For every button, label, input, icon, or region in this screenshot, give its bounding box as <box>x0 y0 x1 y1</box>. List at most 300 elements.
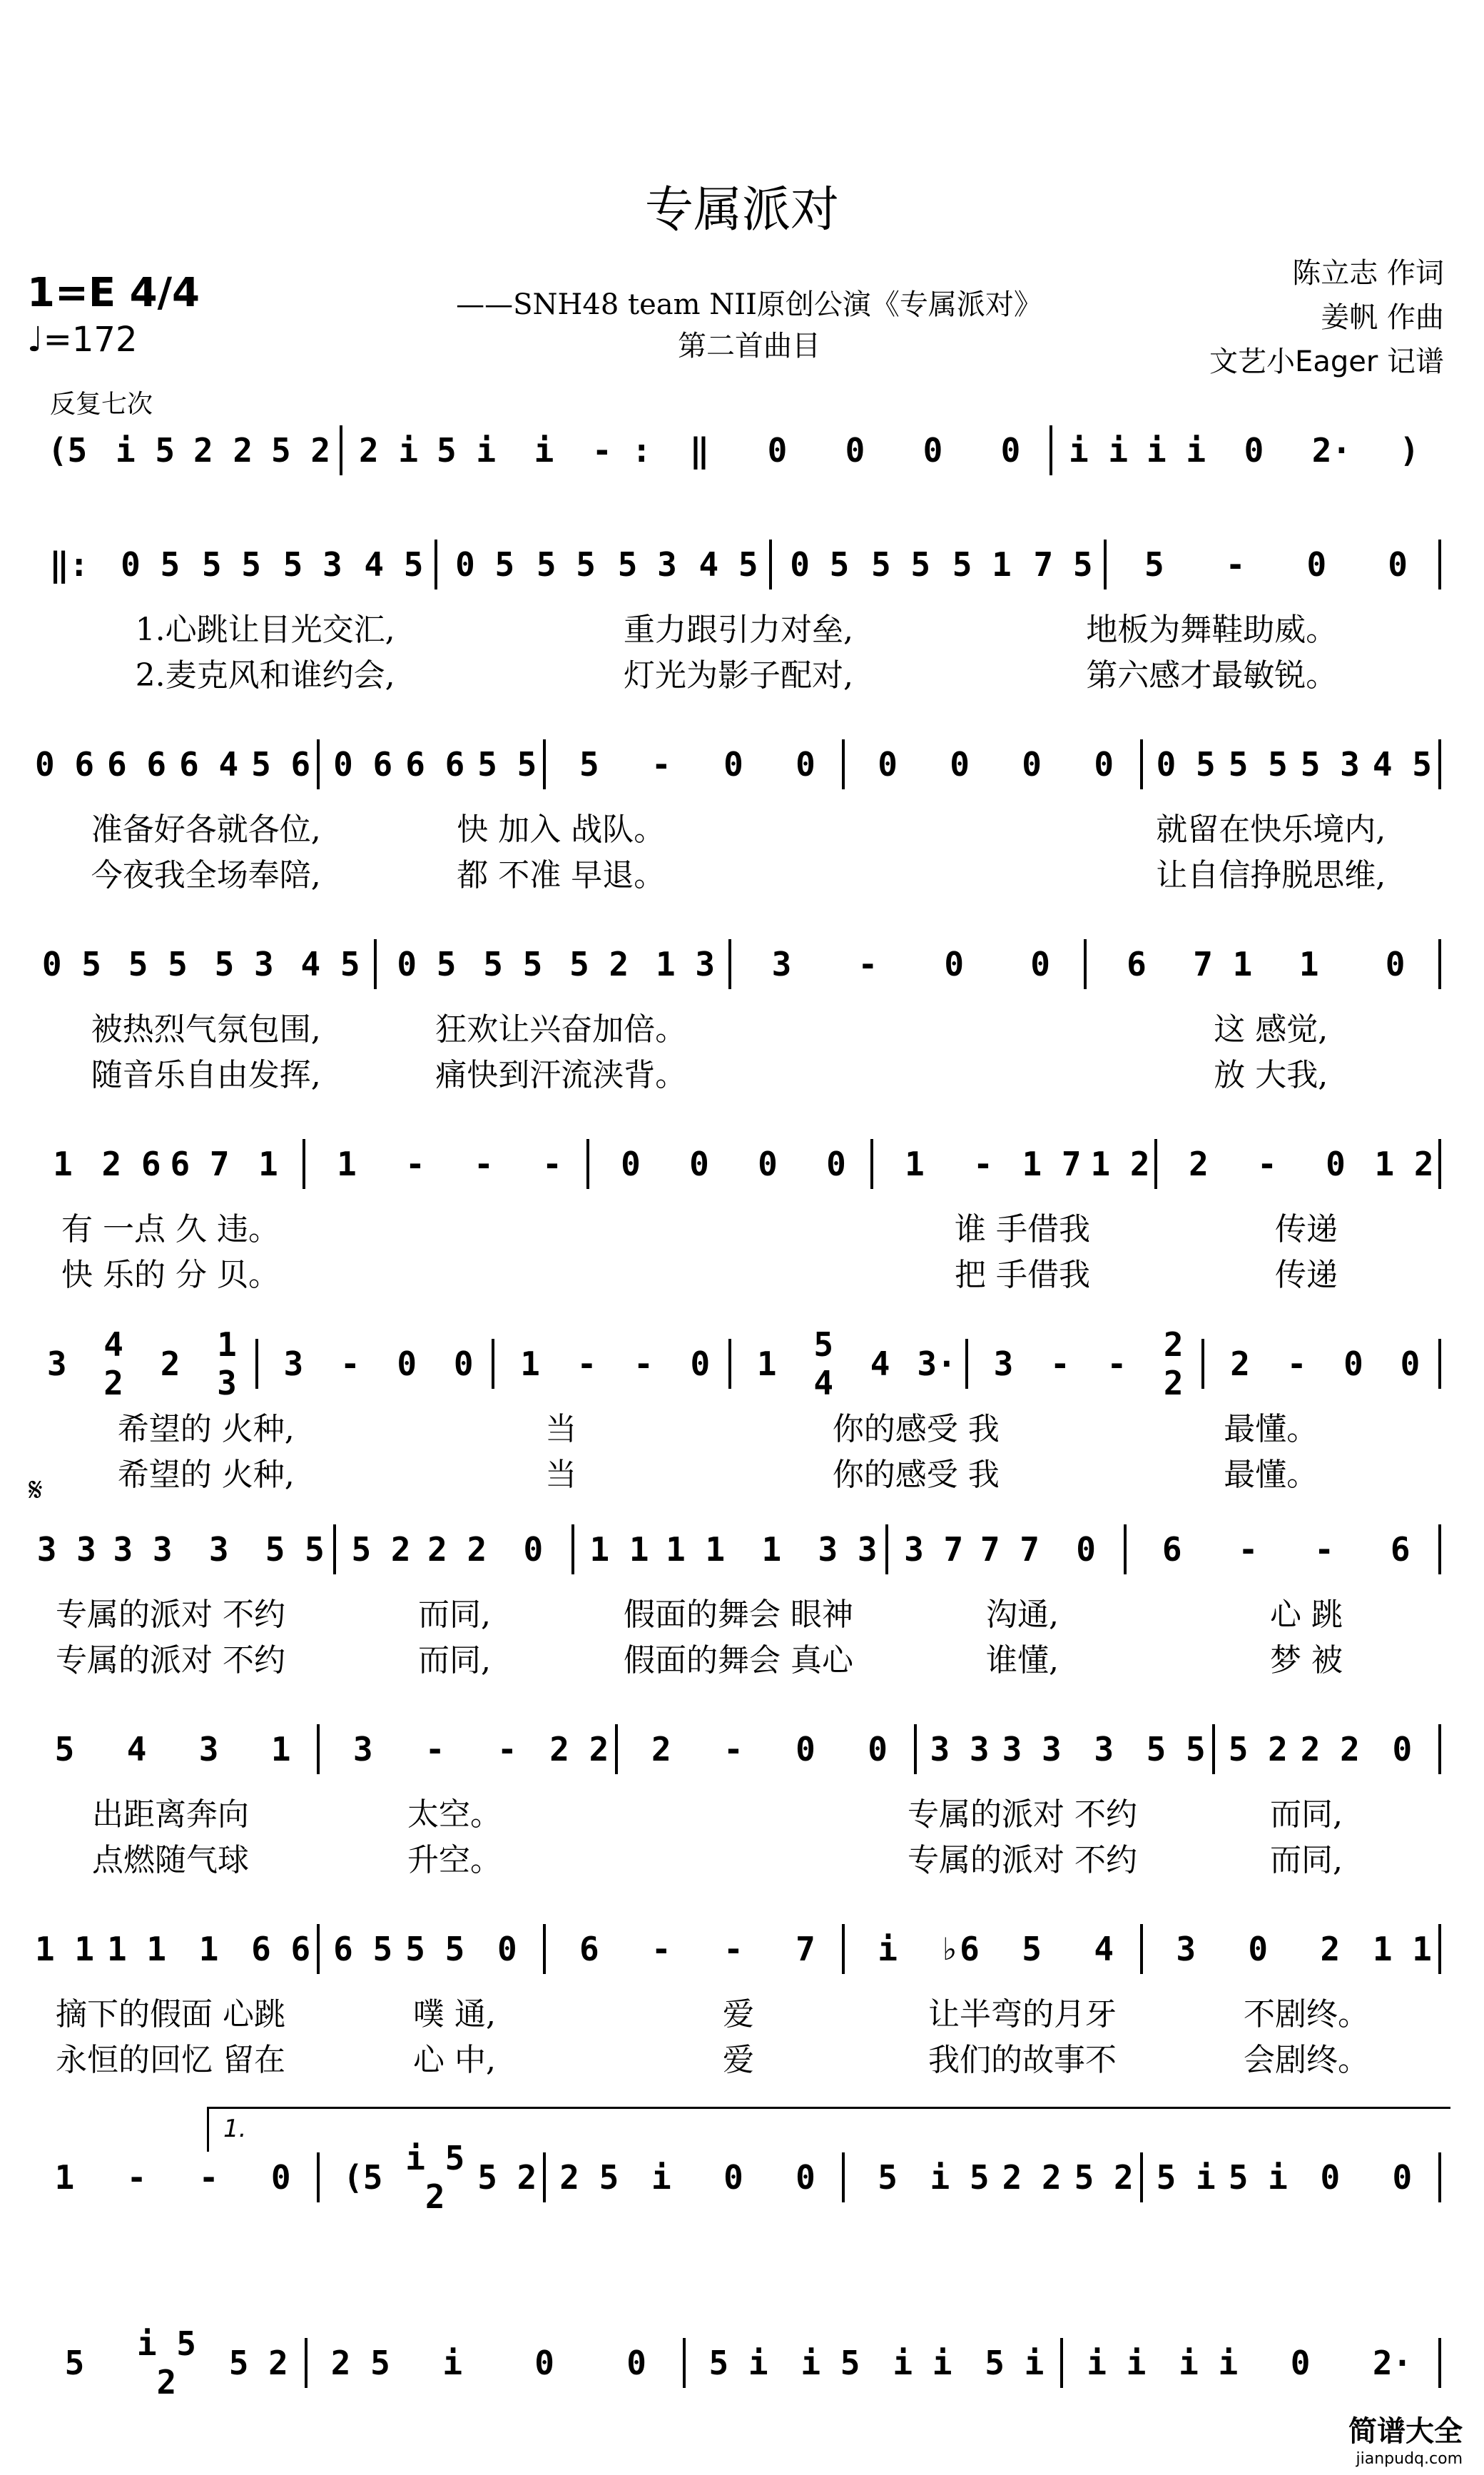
lyric-phrase: 爱 <box>723 2042 754 2078</box>
note-group: 3 3 <box>818 1530 878 1569</box>
note-group: 1 3 <box>217 1325 237 1402</box>
note-group: 0 5 <box>455 545 515 584</box>
barline <box>1438 1924 1448 1974</box>
note-group: i i <box>1146 431 1206 470</box>
barline <box>728 939 738 989</box>
note-group: 2 6 <box>101 1145 161 1183</box>
notes-row <box>29 1520 1448 1579</box>
lyric-phrase: 永恒的回忆 留在 <box>56 2042 285 2078</box>
note-group: 2 i <box>358 431 419 470</box>
note-group: - <box>576 1345 597 1383</box>
note-group: 2 5 <box>559 2158 619 2197</box>
note-group: - <box>340 1345 360 1383</box>
lyric-phrase: 你的感受 我 <box>832 1457 1000 1493</box>
lyric-phrase: 传递 <box>1275 1211 1338 1247</box>
note-group: 0 <box>950 745 970 784</box>
barline <box>1050 425 1059 475</box>
note-group: (5 <box>47 431 88 470</box>
note-group: 3 <box>283 1345 304 1383</box>
lyric-phrase: 地板为舞鞋助威。 <box>1086 612 1338 648</box>
watermark-url: jianpudq.com <box>1356 2450 1463 2468</box>
repeat-note: 反复七次 <box>50 390 153 419</box>
note-group: 6 <box>579 1930 599 1968</box>
note-group: 0 <box>626 2344 646 2382</box>
lyric-phrase <box>312 1203 596 1243</box>
note-group: 1 <box>258 1145 278 1183</box>
note-group: 3 3 <box>1002 1730 1062 1768</box>
note-group: 5 5 <box>1146 1730 1206 1768</box>
lyrics-verse-1 <box>29 1788 1448 1833</box>
note-group: 0 <box>690 1345 711 1383</box>
note-group: 0 5 <box>41 945 101 983</box>
note-group: i 5 <box>930 2158 990 2197</box>
note-group: 5 5 <box>405 1930 465 1968</box>
note-group: - <box>198 2158 219 2197</box>
note-group: 1 3 <box>656 945 716 983</box>
note-group: 0 <box>1094 745 1114 784</box>
barline <box>1438 1139 1448 1189</box>
note-group: 5 2 <box>270 431 331 470</box>
note-group: 4 5 <box>364 545 424 584</box>
lyrics-verse-2 <box>29 1049 1448 1093</box>
lyric-phrase: 最懂。 <box>1224 1411 1318 1447</box>
note-group: 0 <box>944 945 965 983</box>
barline <box>317 1924 327 1974</box>
lyric-phrase: 谁懂, <box>986 1642 1059 1679</box>
note-group: 0 5 <box>397 945 457 983</box>
lyric-phrase: 而同, <box>418 1596 491 1633</box>
note-group: - <box>1050 1345 1070 1383</box>
subtitle <box>357 284 1142 367</box>
note-group: 6 6 <box>251 1930 311 1968</box>
notes-row <box>29 1135 1448 1193</box>
barline <box>870 1139 880 1189</box>
lyric-phrase <box>312 1249 596 1289</box>
lyric-phrase: 1.心跳让目光交汇, <box>135 612 395 648</box>
lyric-phrase: 假面的舞会 真心 <box>624 1642 853 1679</box>
note-group: - <box>634 1345 654 1383</box>
barline <box>255 1339 265 1389</box>
note-group: 5 3 <box>1300 745 1360 784</box>
note-group: 2 <box>1230 1345 1250 1383</box>
note-group: - <box>1107 1345 1127 1383</box>
lyric-phrase: 灯光为影子配对, <box>623 657 853 694</box>
note-group: 2 2 <box>427 1530 487 1569</box>
note-group: 5 5 <box>201 545 261 584</box>
note-group: 7 <box>796 1930 815 1968</box>
lyric-phrase <box>738 1003 1094 1043</box>
note-group: 0 <box>497 1930 517 1968</box>
lyric-phrase: 心 中, <box>413 2042 496 2078</box>
page-title: 专属派对 <box>644 182 839 238</box>
note-group: 5 2 <box>228 2344 288 2382</box>
notes-row <box>29 2139 1448 2216</box>
note-group: 5 3 <box>617 545 677 584</box>
note-group: 0 <box>796 2158 815 2197</box>
note-group: 5 5 <box>1228 745 1288 784</box>
note-group: 3 7 <box>904 1530 964 1569</box>
note-group: 0 <box>397 1345 417 1383</box>
note-group: 2· <box>1372 2344 1413 2382</box>
note-group: i i <box>1068 431 1129 470</box>
lyric-phrase: 重力跟引力对垒, <box>623 612 853 648</box>
lyrics-verse-1 <box>29 1203 1448 1247</box>
note-group: 0 <box>758 1145 778 1183</box>
lyric-phrase: 快 加入 战队。 <box>457 811 666 848</box>
note-group: 1 <box>1298 945 1319 983</box>
note-group: 3 <box>46 1345 67 1383</box>
barline <box>305 2338 315 2388</box>
note-group: 4 <box>870 1345 890 1383</box>
note-group: 4 <box>1094 1930 1114 1968</box>
barline <box>1438 739 1448 789</box>
barline <box>1438 540 1448 589</box>
note-group: i <box>442 2344 463 2382</box>
lyrics-verse-2 <box>29 1834 1448 1878</box>
lyric-phrase: 会剧终。 <box>1244 2042 1369 2078</box>
barline <box>1438 1724 1448 1774</box>
note-group: - <box>497 1730 517 1768</box>
note-group: i 5 <box>115 431 176 470</box>
lyric-phrase <box>738 849 1094 889</box>
lyric-phrase: 心 跳 <box>1270 1596 1343 1633</box>
note-group: 3 <box>208 1530 229 1569</box>
note-group: - <box>1238 1530 1259 1569</box>
note-group: 0 <box>1306 545 1327 584</box>
note-group: 2 2 <box>1300 1730 1360 1768</box>
note-group: 5 2 <box>569 945 629 983</box>
lyric-phrase: 当 <box>545 1411 577 1447</box>
note-group: 5 <box>1144 545 1164 584</box>
note-group: 1 2 <box>1090 1145 1150 1183</box>
barline <box>728 1339 738 1389</box>
note-group: - <box>425 1730 445 1768</box>
note-group: 0 <box>1343 1345 1363 1383</box>
note-group: 5 6 <box>251 745 311 784</box>
note-group: 0 <box>796 745 815 784</box>
lyrics-verse-2 <box>29 649 1448 694</box>
barline <box>1438 1339 1448 1389</box>
note-group: - <box>1286 1345 1307 1383</box>
note-group: 3 3 <box>930 1730 990 1768</box>
lyricist: 陈立志 作词 <box>1292 257 1444 290</box>
note-group: 0 <box>1392 2158 1413 2197</box>
note-group: 0 <box>270 2158 291 2197</box>
lyric-phrase: 专属的派对 不约 <box>908 1842 1137 1878</box>
note-group: - <box>405 1145 425 1183</box>
note-group: 2 <box>160 1345 181 1383</box>
notes-row <box>29 935 1448 993</box>
note-group: 5 1 <box>952 545 1012 584</box>
note-group: i <box>651 2158 671 2197</box>
note-group: 1 <box>337 1145 357 1183</box>
lyrics-verse-2 <box>29 2034 1448 2078</box>
note-group: 0 <box>1022 745 1042 784</box>
lyric-phrase: 专属的派对 不约 <box>56 1642 285 1679</box>
note-group: ) <box>1399 431 1420 470</box>
lyric-phrase: 出距离奔向 <box>92 1796 249 1833</box>
note-group: 1 7 <box>1022 1145 1082 1183</box>
barline <box>586 1139 596 1189</box>
note-group: 0 <box>826 1145 846 1183</box>
barline <box>543 2152 553 2202</box>
note-group: 1 <box>53 1145 73 1183</box>
lyric-phrase: 都 不准 早退。 <box>457 857 666 894</box>
note-group: 1 2 <box>1374 1145 1434 1183</box>
note-group: 3 <box>198 1730 219 1768</box>
subtitle-line-1: ——SNH48 team NII原创公演《专属派对》 <box>456 288 1042 321</box>
volta-bracket <box>207 2107 1450 2152</box>
lyrics-verse-1 <box>29 1403 1448 1447</box>
note-group: 4 <box>126 1730 147 1768</box>
note-group: 1 1 <box>666 1530 726 1569</box>
note-group: 2 2 <box>549 1730 609 1768</box>
note-group: i i <box>893 2344 952 2382</box>
note-group: 5 i <box>985 2344 1045 2382</box>
note-group: 0 <box>523 1530 544 1569</box>
note-group: 5 <box>579 745 599 784</box>
lyric-phrase: 谁 手借我 <box>955 1211 1090 1247</box>
note-group: 5 <box>54 1730 75 1768</box>
lyric-phrase: 当 <box>545 1457 577 1493</box>
note-group: 6 7 <box>170 1145 230 1183</box>
barline <box>1438 939 1448 989</box>
notes-row <box>29 735 1448 794</box>
barline <box>1104 540 1114 589</box>
note-group: - <box>542 1145 562 1183</box>
lyric-phrase: 让自信挣脱思维, <box>1156 857 1386 894</box>
notes-row <box>29 421 1448 480</box>
lyrics-verse-1 <box>29 604 1448 648</box>
barline <box>317 739 327 789</box>
transcriber: 文艺小Eager 记谱 <box>1209 345 1444 378</box>
note-group: 3 3 <box>36 1530 96 1569</box>
note-group: 5 3 <box>283 545 342 584</box>
note-group: 1 <box>756 1345 777 1383</box>
lyrics-verse-2 <box>29 1634 1448 1679</box>
barline <box>1212 1724 1222 1774</box>
barline <box>1154 1139 1164 1189</box>
barline <box>303 1139 312 1189</box>
lyric-phrase: 梦 被 <box>1270 1642 1343 1679</box>
note-group: 5 4 <box>813 1325 834 1402</box>
lyric-phrase: 第六感才最敏锐。 <box>1086 657 1338 694</box>
note-group: - <box>651 745 671 784</box>
note-group: 1 <box>761 1530 782 1569</box>
note-group: 6 <box>1162 1530 1182 1569</box>
lyric-phrase: 准备好各就各位, <box>91 811 321 848</box>
note-group: 1 <box>54 2158 75 2197</box>
note-group: 5 2 <box>1228 1730 1288 1768</box>
lyric-phrase: 让半弯的月牙 <box>928 1996 1117 2033</box>
subtitle-line-2: 第二首曲目 <box>678 330 820 363</box>
note-group: i i <box>1179 2344 1239 2382</box>
notes-row <box>29 2324 1448 2401</box>
note-group: 6 5 <box>333 1930 393 1968</box>
note-group: 1 <box>905 1145 925 1183</box>
note-group: 7 7 <box>980 1530 1040 1569</box>
lyric-phrase: 摘下的假面 心跳 <box>56 1996 285 2033</box>
barline <box>1140 739 1150 789</box>
note-group: 1 1 <box>34 1930 95 1968</box>
lyric-phrase: 假面的舞会 眼神 <box>624 1596 853 1633</box>
lyrics-verse-2 <box>29 849 1448 894</box>
note-group: 7 1 <box>1193 945 1253 983</box>
volta-label: 1. <box>223 2115 247 2143</box>
note-group: 2 2 <box>1002 2158 1062 2197</box>
note-group: 0 <box>868 1730 888 1768</box>
note-group: i 5 2 <box>405 2139 465 2216</box>
lyric-phrase <box>738 804 1094 844</box>
barline <box>374 939 384 989</box>
note-group: 0 <box>1076 1530 1096 1569</box>
lyric-phrase: 太空。 <box>407 1796 502 1833</box>
note-group: 0 <box>621 1145 641 1183</box>
barline <box>492 1339 502 1389</box>
notes-row <box>29 1325 1448 1402</box>
lyric-phrase: 而同, <box>1270 1842 1343 1878</box>
barline <box>885 1524 895 1574</box>
segno-sign: 𝄋 <box>29 1470 43 1509</box>
note-group: 0 <box>1000 431 1021 470</box>
lyric-phrase: 2.麦克风和谁约会, <box>135 657 395 694</box>
composer: 姜帆 作曲 <box>1321 301 1444 334</box>
note-group: 0 <box>1244 431 1264 470</box>
barline <box>1201 1339 1211 1389</box>
barline <box>1124 1524 1134 1574</box>
note-group: 6 <box>1390 1530 1411 1569</box>
lyric-phrase: 而同, <box>1270 1796 1343 1833</box>
barline <box>615 1724 625 1774</box>
lyric-phrase: 你的感受 我 <box>832 1411 1000 1447</box>
note-group: 5 5 <box>477 745 537 784</box>
lyrics-verse-2 <box>29 1449 1448 1493</box>
note-group: 2 5 <box>330 2344 390 2382</box>
note-group: 6 6 <box>405 745 465 784</box>
note-group: 3 <box>993 1345 1014 1383</box>
note-group: i <box>878 1930 898 1968</box>
note-group: 5 2 <box>1074 2158 1134 2197</box>
barline <box>543 739 553 789</box>
note-group: i <box>534 431 554 470</box>
barline <box>543 1924 553 1974</box>
barline <box>965 1339 975 1389</box>
note-group: 3 <box>1176 1930 1196 1968</box>
lyric-phrase: 有 一点 久 违。 <box>61 1211 280 1247</box>
note-group: 1 <box>520 1345 540 1383</box>
note-group: 0 5 <box>121 545 181 584</box>
lyric-phrase: 沟通, <box>986 1596 1059 1633</box>
lyric-phrase: 爱 <box>723 1996 754 2033</box>
note-group: 2 2 <box>193 431 253 470</box>
lyric-phrase: 传递 <box>1275 1257 1338 1293</box>
note-group: 6 6 <box>107 745 167 784</box>
note-group: ‖ <box>689 431 710 470</box>
credits <box>1209 251 1444 384</box>
lyric-phrase <box>596 1249 880 1289</box>
note-group: 5 <box>1022 1930 1042 1968</box>
note-group: 0 <box>1388 545 1408 584</box>
note-group: i i <box>1087 2344 1147 2382</box>
barline <box>1438 2152 1448 2202</box>
note-group: 0 <box>1400 1345 1421 1383</box>
barline <box>434 540 444 589</box>
barline <box>317 1724 327 1774</box>
note-group: - <box>126 2158 147 2197</box>
note-group: 0 <box>1290 2344 1311 2382</box>
lyric-phrase <box>596 1788 880 1828</box>
note-group: 0 <box>1030 945 1050 983</box>
note-group: 3 <box>771 945 792 983</box>
lyric-phrase: 点燃随气球 <box>92 1842 249 1878</box>
note-group: ♭6 <box>940 1930 980 1968</box>
lyric-phrase: 就留在快乐境内, <box>1156 811 1386 848</box>
lyric-phrase <box>596 1203 880 1243</box>
lyrics-verse-1 <box>29 1988 1448 2033</box>
note-group: 1 1 <box>1372 1930 1432 1968</box>
note-group: - <box>474 1145 494 1183</box>
lyric-phrase: 希望的 火种, <box>117 1457 295 1493</box>
lyric-phrase: 专属的派对 不约 <box>908 1796 1137 1833</box>
note-group: 0 <box>534 2344 554 2382</box>
note-group: - <box>1257 1145 1277 1183</box>
note-group: - <box>1225 545 1246 584</box>
note-group: 0 <box>1248 1930 1269 1968</box>
note-group: 4 2 <box>103 1325 123 1402</box>
lyric-phrase: 升空。 <box>407 1842 502 1878</box>
note-group: 6 <box>1127 945 1147 983</box>
barline <box>769 540 779 589</box>
lyric-phrase: 不剧终。 <box>1244 1996 1369 2033</box>
note-group: 3 <box>1094 1730 1114 1768</box>
lyric-phrase: 痛快到汗流浃背。 <box>435 1057 687 1093</box>
note-group: 5 5 <box>536 545 596 584</box>
watermark-logo <box>1249 2389 1477 2468</box>
note-group: 0 6 <box>34 745 95 784</box>
barline <box>842 739 852 789</box>
lyric-phrase: 被热烈气氛包围, <box>91 1011 321 1048</box>
note-group: 0 5 <box>790 545 850 584</box>
lyric-phrase: 而同, <box>418 1642 491 1679</box>
notes-row <box>29 535 1448 594</box>
note-group: 5 <box>64 2344 85 2382</box>
note-group: 0 <box>845 431 865 470</box>
barline <box>1438 1524 1448 1574</box>
tempo-marking: ♩=172 <box>27 320 138 360</box>
note-group: - <box>973 1145 993 1183</box>
barline <box>914 1724 924 1774</box>
note-group: 1 1 <box>107 1930 167 1968</box>
barline <box>1140 2152 1150 2202</box>
note-group: 4 5 <box>1372 745 1432 784</box>
note-group: 5 i <box>1228 2158 1288 2197</box>
barline <box>317 2152 327 2202</box>
note-group: - <box>858 945 878 983</box>
note-group: 5 5 <box>483 945 543 983</box>
lyric-phrase: 噗 通, <box>413 1996 496 2033</box>
notes-row <box>29 1720 1448 1778</box>
barline <box>1084 939 1094 989</box>
note-group: 0 <box>723 745 743 784</box>
lyric-phrase: 我们的故事不 <box>928 2042 1117 2078</box>
note-group: 5 i <box>708 2344 768 2382</box>
note-group: 5 5 <box>870 545 931 584</box>
watermark-brand: 简谱大全 <box>1348 2415 1463 2448</box>
note-group: - <box>651 1930 671 1968</box>
note-group: 0 5 <box>1156 745 1216 784</box>
note-group: 5 <box>878 2158 898 2197</box>
note-group: - <box>723 1730 743 1768</box>
